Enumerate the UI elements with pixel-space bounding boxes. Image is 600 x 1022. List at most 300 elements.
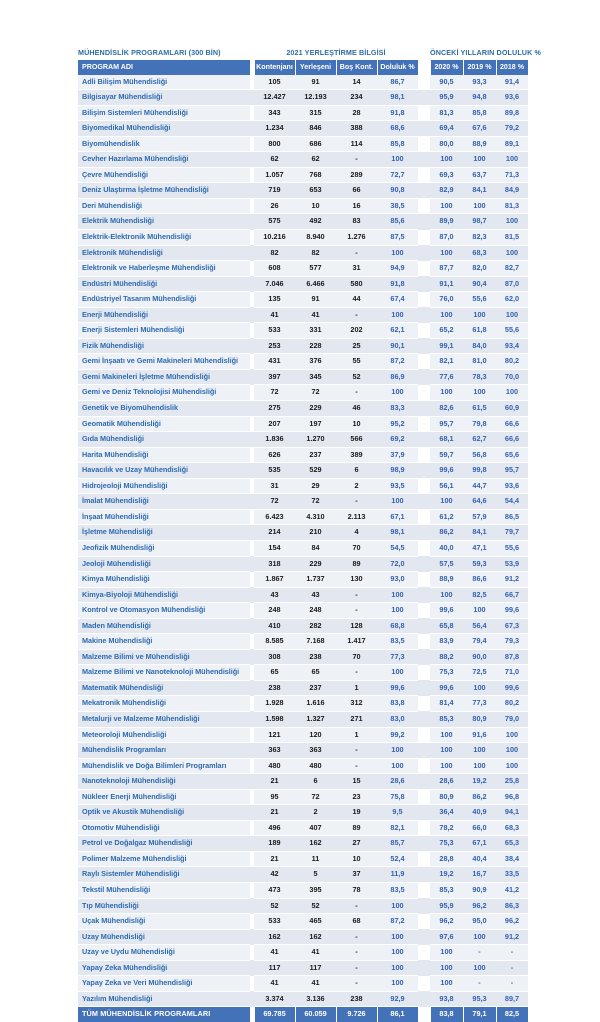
- table-row[interactable]: [78, 307, 528, 323]
- cell-doluluk-2020: 95,9: [430, 90, 463, 106]
- row-spacer-2: [418, 556, 430, 572]
- table-row[interactable]: [78, 540, 528, 556]
- cell-doluluk-2019: 63,7: [463, 167, 496, 183]
- cell-doluluk: 100: [377, 929, 418, 945]
- cell-yerlesen: 6.466: [295, 276, 336, 292]
- table-row[interactable]: [78, 416, 528, 432]
- cell-program-name: Yapay Zeka ve Veri Mühendisliği: [78, 976, 250, 992]
- cell-program-name: Kimya Mühendisliği: [78, 572, 250, 588]
- cell-doluluk: 94,9: [377, 261, 418, 277]
- cell-program-name: Metalurji ve Malzeme Mühendisliği: [78, 711, 250, 727]
- cell-doluluk-2019: 57,9: [463, 509, 496, 525]
- table-row[interactable]: [78, 230, 528, 246]
- cell-doluluk: 83,3: [377, 401, 418, 417]
- row-spacer-2: [418, 292, 430, 308]
- row-spacer-2: [418, 369, 430, 385]
- column-header-yerlesen[interactable]: Yerleşeni: [295, 60, 336, 75]
- cell-doluluk-2019: 100: [463, 929, 496, 945]
- cell-doluluk: 75,8: [377, 789, 418, 805]
- cell-doluluk-2018: 65,6: [496, 447, 528, 463]
- cell-bos-kontenjan: 28: [336, 105, 377, 121]
- cell-doluluk-2020: 100: [430, 587, 463, 603]
- table-row[interactable]: [78, 727, 528, 743]
- table-row[interactable]: [78, 105, 528, 121]
- row-spacer-2: [418, 307, 430, 323]
- cell-doluluk-2019: -: [463, 976, 496, 992]
- table-row[interactable]: [78, 805, 528, 821]
- table-row[interactable]: [78, 603, 528, 619]
- cell-doluluk: 95,2: [377, 416, 418, 432]
- cell-doluluk-2018: 71,0: [496, 665, 528, 681]
- table-row[interactable]: [78, 447, 528, 463]
- total-kontenjan: 69.785: [254, 1007, 295, 1022]
- cell-program-name: İşletme Mühendisliği: [78, 525, 250, 541]
- cell-doluluk-2019: 59,3: [463, 556, 496, 572]
- cell-program-name: Petrol ve Doğalgaz Mühendisliği: [78, 836, 250, 852]
- cell-doluluk-2018: 93,6: [496, 478, 528, 494]
- cell-doluluk: 87,2: [377, 354, 418, 370]
- cell-doluluk-2018: 100: [496, 385, 528, 401]
- table-row[interactable]: [78, 323, 528, 339]
- cell-kontenjan: 473: [254, 882, 295, 898]
- cell-program-name: Cevher Hazırlama Mühendisliği: [78, 152, 250, 168]
- cell-doluluk-2018: 71,3: [496, 167, 528, 183]
- cell-yerlesen: 72: [295, 385, 336, 401]
- row-spacer-2: [418, 338, 430, 354]
- table-row[interactable]: [78, 494, 528, 510]
- row-spacer-2: [418, 214, 430, 230]
- table-row[interactable]: [78, 276, 528, 292]
- table-row[interactable]: [78, 836, 528, 852]
- table-row[interactable]: [78, 572, 528, 588]
- cell-bos-kontenjan: 580: [336, 276, 377, 292]
- cell-doluluk-2019: 90,9: [463, 882, 496, 898]
- cell-kontenjan: 189: [254, 836, 295, 852]
- cell-doluluk-2018: 93,4: [496, 338, 528, 354]
- row-spacer-2: [418, 991, 430, 1007]
- cell-doluluk-2020: 100: [430, 743, 463, 759]
- row-spacer-2: [418, 976, 430, 992]
- cell-yerlesen: 229: [295, 556, 336, 572]
- cell-yerlesen: 345: [295, 369, 336, 385]
- cell-program-name: Geomatik Mühendisliği: [78, 416, 250, 432]
- table-row[interactable]: [78, 354, 528, 370]
- table-row[interactable]: [78, 385, 528, 401]
- cell-doluluk-2018: -: [496, 976, 528, 992]
- cell-yerlesen: 331: [295, 323, 336, 339]
- cell-doluluk-2018: 55,6: [496, 540, 528, 556]
- table-row[interactable]: [78, 711, 528, 727]
- cell-bos-kontenjan: 388: [336, 121, 377, 137]
- cell-doluluk-2018: 79,3: [496, 634, 528, 650]
- cell-kontenjan: 135: [254, 292, 295, 308]
- table-row[interactable]: [78, 820, 528, 836]
- cell-doluluk: 83,5: [377, 882, 418, 898]
- cell-program-name: Bilişim Sistemleri Mühendisliği: [78, 105, 250, 121]
- table-row[interactable]: [78, 867, 528, 883]
- row-spacer-2: [418, 572, 430, 588]
- cell-bos-kontenjan: 66: [336, 183, 377, 199]
- cell-doluluk-2018: 87,8: [496, 649, 528, 665]
- row-spacer-2: [418, 929, 430, 945]
- header-spacer-2: [418, 60, 430, 75]
- cell-doluluk-2018: 86,5: [496, 509, 528, 525]
- cell-bos-kontenjan: -: [336, 758, 377, 774]
- table-row[interactable]: [78, 369, 528, 385]
- cell-bos-kontenjan: -: [336, 494, 377, 510]
- cell-program-name: Kontrol ve Otomasyon Mühendisliği: [78, 603, 250, 619]
- cell-yerlesen: 282: [295, 618, 336, 634]
- cell-doluluk-2018: 79,0: [496, 711, 528, 727]
- cell-program-name: Hidrojeoloji Mühendisliği: [78, 478, 250, 494]
- column-header-2020[interactable]: 2020 %: [430, 60, 463, 75]
- cell-doluluk: 85,6: [377, 214, 418, 230]
- table-row[interactable]: [78, 929, 528, 945]
- cell-doluluk-2019: 100: [463, 198, 496, 214]
- cell-doluluk-2019: 100: [463, 960, 496, 976]
- table-row[interactable]: [78, 991, 528, 1007]
- cell-doluluk-2020: 36,4: [430, 805, 463, 821]
- cell-yerlesen: 4.310: [295, 509, 336, 525]
- cell-program-name: Gemi Makineleri İşletme Mühendisliği: [78, 369, 250, 385]
- group-header-row: [78, 44, 541, 57]
- cell-yerlesen: 653: [295, 183, 336, 199]
- cell-doluluk-2019: 100: [463, 385, 496, 401]
- cell-program-name: Çevre Mühendisliği: [78, 167, 250, 183]
- cell-doluluk-2019: 68,3: [463, 245, 496, 261]
- cell-doluluk-2019: 86,2: [463, 789, 496, 805]
- row-spacer-2: [418, 914, 430, 930]
- cell-bos-kontenjan: 31: [336, 261, 377, 277]
- cell-yerlesen: 376: [295, 354, 336, 370]
- table-row[interactable]: [78, 509, 528, 525]
- cell-doluluk: 72,7: [377, 167, 418, 183]
- cell-bos-kontenjan: 89: [336, 820, 377, 836]
- table-row[interactable]: [78, 898, 528, 914]
- cell-doluluk-2018: 53,9: [496, 556, 528, 572]
- table-row[interactable]: [78, 696, 528, 712]
- cell-bos-kontenjan: 128: [336, 618, 377, 634]
- cell-program-name: İmalat Mühendisliği: [78, 494, 250, 510]
- cell-bos-kontenjan: -: [336, 385, 377, 401]
- cell-bos-kontenjan: 89: [336, 556, 377, 572]
- cell-program-name: Optik ve Akustik Mühendisliği: [78, 805, 250, 821]
- cell-doluluk-2020: 90,5: [430, 75, 463, 90]
- cell-doluluk: 100: [377, 743, 418, 759]
- cell-kontenjan: 6.423: [254, 509, 295, 525]
- table-row[interactable]: [78, 882, 528, 898]
- cell-doluluk: 93,5: [377, 478, 418, 494]
- table-row[interactable]: [78, 774, 528, 790]
- cell-doluluk-2020: 75,3: [430, 836, 463, 852]
- row-spacer-2: [418, 463, 430, 479]
- cell-kontenjan: 82: [254, 245, 295, 261]
- cell-kontenjan: 121: [254, 727, 295, 743]
- cell-doluluk-2019: 66,0: [463, 820, 496, 836]
- cell-doluluk-2018: 96,8: [496, 789, 528, 805]
- total-label: TÜM MÜHENDİSLİK PROGRAMLARI: [78, 1007, 250, 1022]
- table-row[interactable]: [78, 649, 528, 665]
- cell-doluluk-2019: 64,6: [463, 494, 496, 510]
- cell-doluluk-2018: 100: [496, 727, 528, 743]
- cell-doluluk: 37,9: [377, 447, 418, 463]
- cell-bos-kontenjan: 10: [336, 851, 377, 867]
- cell-doluluk-2018: 25,8: [496, 774, 528, 790]
- table-row[interactable]: [78, 743, 528, 759]
- cell-doluluk-2018: 100: [496, 152, 528, 168]
- cell-program-name: Mühendislik ve Doğa Bilimleri Programları: [78, 758, 250, 774]
- cell-doluluk-2020: 100: [430, 385, 463, 401]
- column-header-doluluk[interactable]: Doluluk %: [377, 60, 418, 75]
- column-header-kontenjan[interactable]: Kontenjanı: [254, 60, 295, 75]
- cell-doluluk-2019: 100: [463, 758, 496, 774]
- table-row[interactable]: [78, 90, 528, 106]
- cell-doluluk-2019: 19,2: [463, 774, 496, 790]
- row-spacer-2: [418, 587, 430, 603]
- cell-kontenjan: 26: [254, 198, 295, 214]
- cell-doluluk-2020: 86,2: [430, 525, 463, 541]
- table-row[interactable]: [78, 976, 528, 992]
- cell-doluluk-2019: 78,3: [463, 369, 496, 385]
- cell-program-name: Yazılım Mühendisliği: [78, 991, 250, 1007]
- cell-yerlesen: 237: [295, 447, 336, 463]
- table-row[interactable]: [78, 432, 528, 448]
- cell-doluluk-2019: 93,3: [463, 75, 496, 90]
- table-row[interactable]: [78, 121, 528, 137]
- column-header-program-name[interactable]: PROGRAM ADI: [78, 60, 250, 75]
- row-spacer-2: [418, 167, 430, 183]
- table-row[interactable]: [78, 945, 528, 961]
- cell-bos-kontenjan: 10: [336, 416, 377, 432]
- cell-yerlesen: 315: [295, 105, 336, 121]
- cell-yerlesen: 5: [295, 867, 336, 883]
- table-row[interactable]: [78, 245, 528, 261]
- cell-kontenjan: 65: [254, 665, 295, 681]
- cell-doluluk-2019: 61,5: [463, 401, 496, 417]
- row-spacer-2: [418, 276, 430, 292]
- cell-yerlesen: 395: [295, 882, 336, 898]
- total-row: [78, 1007, 528, 1022]
- cell-program-name: Makine Mühendisliği: [78, 634, 250, 650]
- cell-yerlesen: 41: [295, 307, 336, 323]
- table-row[interactable]: [78, 525, 528, 541]
- cell-kontenjan: 253: [254, 338, 295, 354]
- cell-bos-kontenjan: 202: [336, 323, 377, 339]
- table-row[interactable]: [78, 463, 528, 479]
- total-2018: 82,5: [496, 1007, 528, 1022]
- table-row[interactable]: [78, 401, 528, 417]
- cell-yerlesen: 6: [295, 774, 336, 790]
- cell-program-name: Kimya-Biyoloji Mühendisliği: [78, 587, 250, 603]
- cell-yerlesen: 465: [295, 914, 336, 930]
- column-header-2019[interactable]: 2019 %: [463, 60, 496, 75]
- row-spacer-2: [418, 820, 430, 836]
- cell-yerlesen: 10: [295, 198, 336, 214]
- cell-doluluk: 100: [377, 245, 418, 261]
- cell-program-name: Enerji Sistemleri Mühendisliği: [78, 323, 250, 339]
- row-spacer-2: [418, 385, 430, 401]
- cell-program-name: Otomotiv Mühendisliği: [78, 820, 250, 836]
- table-row[interactable]: [78, 556, 528, 572]
- cell-doluluk-2019: 82,0: [463, 261, 496, 277]
- cell-doluluk-2018: 80,2: [496, 696, 528, 712]
- cell-doluluk-2018: -: [496, 945, 528, 961]
- cell-doluluk: 100: [377, 898, 418, 914]
- cell-doluluk: 98,1: [377, 525, 418, 541]
- cell-yerlesen: 1.327: [295, 711, 336, 727]
- cell-doluluk-2018: 100: [496, 758, 528, 774]
- table-row[interactable]: [78, 914, 528, 930]
- cell-doluluk: 100: [377, 603, 418, 619]
- table-row[interactable]: [78, 136, 528, 152]
- cell-doluluk-2020: 100: [430, 945, 463, 961]
- column-header-2018[interactable]: 2018 %: [496, 60, 528, 75]
- cell-program-name: Raylı Sistemler Mühendisliği: [78, 867, 250, 883]
- cell-kontenjan: 496: [254, 820, 295, 836]
- cell-program-name: Malzeme Bilimi ve Mühendisliği: [78, 649, 250, 665]
- cell-doluluk-2020: 82,6: [430, 401, 463, 417]
- total-2019: 79,1: [463, 1007, 496, 1022]
- cell-program-name: Uçak Mühendisliği: [78, 914, 250, 930]
- cell-bos-kontenjan: -: [336, 976, 377, 992]
- cell-bos-kontenjan: 114: [336, 136, 377, 152]
- cell-kontenjan: 1.598: [254, 711, 295, 727]
- cell-yerlesen: 117: [295, 960, 336, 976]
- cell-yerlesen: 248: [295, 603, 336, 619]
- cell-kontenjan: 363: [254, 743, 295, 759]
- table-row[interactable]: [78, 338, 528, 354]
- cell-kontenjan: 62: [254, 152, 295, 168]
- cell-bos-kontenjan: 55: [336, 354, 377, 370]
- cell-program-name: Gemi ve Deniz Teknolojisi Mühendisliği: [78, 385, 250, 401]
- cell-bos-kontenjan: -: [336, 245, 377, 261]
- cell-doluluk-2018: 38,4: [496, 851, 528, 867]
- cell-doluluk: 100: [377, 976, 418, 992]
- cell-bos-kontenjan: 130: [336, 572, 377, 588]
- cell-program-name: Mekatronik Mühendisliği: [78, 696, 250, 712]
- cell-doluluk-2018: 66,6: [496, 432, 528, 448]
- cell-kontenjan: 72: [254, 385, 295, 401]
- cell-bos-kontenjan: -: [336, 945, 377, 961]
- table-row[interactable]: [78, 587, 528, 603]
- cell-bos-kontenjan: 68: [336, 914, 377, 930]
- table-row[interactable]: [78, 214, 528, 230]
- cell-program-name: Endüstri Mühendisliği: [78, 276, 250, 292]
- cell-program-name: Malzeme Bilimi ve Nanoteknoloji Mühendisliği: [78, 665, 250, 681]
- cell-program-name: Yapay Zeka Mühendisliği: [78, 960, 250, 976]
- cell-bos-kontenjan: -: [336, 898, 377, 914]
- cell-bos-kontenjan: 25: [336, 338, 377, 354]
- cell-yerlesen: 2: [295, 805, 336, 821]
- cell-doluluk: 85,8: [377, 136, 418, 152]
- cell-doluluk-2018: 41,2: [496, 882, 528, 898]
- table-row[interactable]: [78, 75, 528, 90]
- cell-kontenjan: 41: [254, 307, 295, 323]
- row-spacer-2: [418, 354, 430, 370]
- cell-kontenjan: 43: [254, 587, 295, 603]
- table-row[interactable]: [78, 960, 528, 976]
- cell-doluluk-2020: 96,2: [430, 914, 463, 930]
- cell-kontenjan: 117: [254, 960, 295, 976]
- cell-doluluk: 77,3: [377, 649, 418, 665]
- cell-doluluk-2020: 69,4: [430, 121, 463, 137]
- table-row[interactable]: [78, 198, 528, 214]
- table-row[interactable]: [78, 665, 528, 681]
- row-spacer-2: [418, 945, 430, 961]
- cell-doluluk-2019: 100: [463, 307, 496, 323]
- cell-doluluk-2020: 87,7: [430, 261, 463, 277]
- table-row[interactable]: [78, 851, 528, 867]
- cell-bos-kontenjan: -: [336, 307, 377, 323]
- table-row[interactable]: [78, 152, 528, 168]
- cell-doluluk-2020: 88,9: [430, 572, 463, 588]
- cell-doluluk: 9,5: [377, 805, 418, 821]
- table-row[interactable]: [78, 618, 528, 634]
- table-row[interactable]: [78, 758, 528, 774]
- cell-bos-kontenjan: 389: [336, 447, 377, 463]
- cell-yerlesen: 62: [295, 152, 336, 168]
- cell-doluluk-2020: 65,2: [430, 323, 463, 339]
- table-row[interactable]: [78, 167, 528, 183]
- cell-program-name: Jeofizik Mühendisliği: [78, 540, 250, 556]
- cell-doluluk: 85,7: [377, 836, 418, 852]
- cell-bos-kontenjan: 234: [336, 90, 377, 106]
- cell-kontenjan: 95: [254, 789, 295, 805]
- cell-bos-kontenjan: 4: [336, 525, 377, 541]
- row-spacer-2: [418, 416, 430, 432]
- cell-doluluk-2019: 94,8: [463, 90, 496, 106]
- cell-doluluk-2020: 100: [430, 307, 463, 323]
- cell-doluluk-2018: 100: [496, 307, 528, 323]
- cell-doluluk-2020: 80,9: [430, 789, 463, 805]
- total-doluluk: 86,1: [377, 1007, 418, 1022]
- row-spacer-2: [418, 805, 430, 821]
- cell-yerlesen: 228: [295, 338, 336, 354]
- cell-kontenjan: 207: [254, 416, 295, 432]
- table-row[interactable]: [78, 789, 528, 805]
- cell-bos-kontenjan: 15: [336, 774, 377, 790]
- cell-doluluk-2020: 57,5: [430, 556, 463, 572]
- table-row[interactable]: [78, 634, 528, 650]
- cell-doluluk: 90,1: [377, 338, 418, 354]
- cell-kontenjan: 7.046: [254, 276, 295, 292]
- cell-bos-kontenjan: -: [336, 603, 377, 619]
- table-row[interactable]: [78, 478, 528, 494]
- cell-bos-kontenjan: -: [336, 960, 377, 976]
- table-row[interactable]: [78, 292, 528, 308]
- cell-doluluk: 83,5: [377, 634, 418, 650]
- cell-doluluk-2020: 28,8: [430, 851, 463, 867]
- cell-bos-kontenjan: 6: [336, 463, 377, 479]
- cell-doluluk: 83,0: [377, 711, 418, 727]
- column-header-bos-kontenjan[interactable]: Boş Kont.: [336, 60, 377, 75]
- table-row[interactable]: [78, 680, 528, 696]
- row-spacer-2: [418, 90, 430, 106]
- cell-doluluk-2020: 82,9: [430, 183, 463, 199]
- cell-doluluk-2018: 66,7: [496, 587, 528, 603]
- cell-doluluk-2018: 65,3: [496, 836, 528, 852]
- cell-doluluk: 99,2: [377, 727, 418, 743]
- table-row[interactable]: [78, 261, 528, 277]
- row-spacer-2: [418, 136, 430, 152]
- table-row[interactable]: [78, 183, 528, 199]
- cell-yerlesen: 120: [295, 727, 336, 743]
- cell-doluluk-2019: 82,3: [463, 230, 496, 246]
- cell-doluluk-2019: 40,4: [463, 851, 496, 867]
- cell-doluluk-2018: 62,0: [496, 292, 528, 308]
- cell-yerlesen: 480: [295, 758, 336, 774]
- cell-doluluk-2020: 83,9: [430, 634, 463, 650]
